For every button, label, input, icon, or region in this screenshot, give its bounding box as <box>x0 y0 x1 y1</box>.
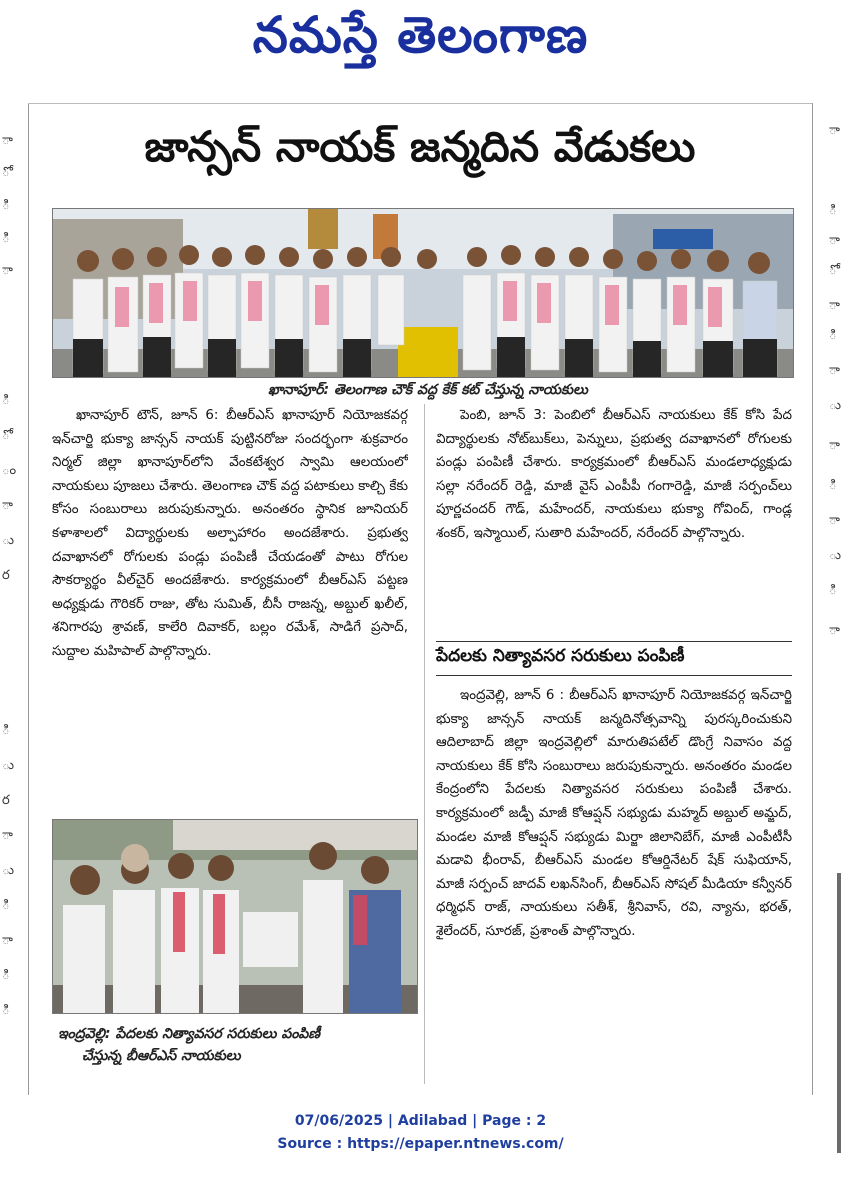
article-column-indravelli <box>436 684 792 1084</box>
adjacent-column-right: ా ి ా ో ా ి ా ు ా ి ా ు ి ా <box>812 103 841 1095</box>
adjacent-photo-edge <box>837 873 841 1153</box>
footer-edition-info: 07/06/2025 | Adilabad | Page : 2 <box>294 1113 547 1129</box>
article-subheading: పేదలకు నిత్యావసర సరుకులు పంపిణీ <box>436 646 685 666</box>
adjacent-column-left: ా ో ి ి ా ి ో ం ా ు ర ి ు ర ా ు ి ా ి ి <box>0 103 29 1095</box>
subheading-rule-top <box>436 641 792 642</box>
article-headline: జాన్సన్ నాయక్ జన్మదిన వేడుకలు <box>144 122 696 171</box>
photo-indravelli <box>52 819 418 1014</box>
footer-source: Source : https://epaper.ntnews.com/ <box>277 1136 564 1152</box>
photo-indravelli-caption <box>58 1023 438 1067</box>
photo-indravelli-image <box>53 820 417 1013</box>
article-body-pembi: పెంబి, జూన్ 3: పెంబిలో బీఆర్ఎస్ నాయకులు కేక్ కోసి పేద విద్యార్థులకు నోట్‌బుక్‌లు, పెన్నులు, ప్రభుత్వ దవాఖానలో రోగులకు పండ్లు పంపిణీ చేశారు. కార్యక్రమంలో బీఆర్ఎస్ మండలాధ్యక్షుడు సల్లా నరేందర్ రెడ్డి, మాజీ వైస్ ఎంపీపీ గంగారెడ్డి, మాజీ సర్పంచ్‌లు పూర్ణచందర్ గౌడ్, మహేందర్, నాయకులు భుక్యా గోవింద్, గాండ్ల శంకర్, ఇస్మాయిల్, సుతారి మహేందర్, నరేందర్ పాల్గొన్నారు. <box>436 408 792 541</box>
news-clipping <box>28 103 812 1096</box>
photo-cake-cutting-image <box>53 209 793 377</box>
column-divider <box>424 404 425 1084</box>
photo-cake-cutting-caption: ఖానాపూర్: తెలంగాణ చౌక్ వద్ద కేక్ కట్ చేస్తున్న నాయకులు <box>268 382 588 398</box>
masthead <box>0 0 841 78</box>
article-body-indravelli: ఇంద్రవెల్లి, జూన్ 6 : బీఆర్ఎస్ ఖానాపూర్ నియోజకవర్గ ఇన్‌చార్జి భుక్యా జాన్సన్ నాయక్ జన్మదినోత్సవాన్ని పురస్కరించుకుని ఆదిలాబాద్ జిల్లా ఇంద్రవెల్లిలో మారుతిపటేల్ డొంగ్రే నివాసం వద్ద నాయకులు కేక్ కోసి సంబురాలు జరుపుకున్నారు. అనంతరం మండల కేంద్రంలోని పేదలకు నిత్యావసర సరుకులు పంపిణీ చేశారు. కార్యక్రమంలో జడ్పీ మాజీ కోఆప్షన్ సభ్యుడు మహ్మద్ అబ్దుల్ అమ్జద్, మండల మాజీ కోఆప్షన్ సభ్యుడు మిర్జా జిలానిబేగ్, మాజీ ఎంపీటీసీ మడావి భీంరావ్, బీఆర్ఎస్ మండల కోఆర్డినేటర్ షేక్ సుఫియాన్, మాజీ సర్పంచ్ జాదవ్ లఖన్‌సింగ్, బీఆర్ఎస్ సోషల్ మీడియా కన్వీనర్ ధర్మిధన్ రాజ్, నాయకులు సతీశ్, శ్రీనివాస్, రవి, న్యాను, భరత్, శైలేందర్, సూరజ్, ప్రశాంత్ పాల్గొన్నారు. <box>436 688 792 939</box>
article-body-khanapur: ఖానాపూర్ టౌన్, జూన్ 6: బీఆర్ఎస్ ఖానాపూర్ నియోజకవర్గ ఇన్‌చార్జి భుక్యా జాన్సన్ నాయక్ పుట్టినరోజు సందర్భంగా శుక్రవారం నిర్మల్ జిల్లా ఖానాపూర్‌లోని వేంకటేశ్వర స్వామి ఆలయంలో నాయకులు పూజలు చేశారు. తెలంగాణ చౌక్ వద్ద పటాకులు కాల్చి కేకు కోసం సంబురాలు జరుపుకున్నారు. అనంతరం స్థానిక జూనియర్ కళాశాలలో విద్యార్థులకు అల్పాహారం అందజేశారు. ప్రభుత్వ దవాఖానలో రోగులకు పండ్లు పంపిణీ చేయడంతో పాటు రోగుల సౌకర్యార్థం వీల్‌చైర్ అందజేశారు. కార్యక్రమంలో బీఆర్ఎస్ పట్టణ అధ్యక్షుడు గౌరికర్ రాజు, తోట సుమిత్, బీసీ రాజన్న, అబ్దుల్ ఖలీల్, శనిగారపు శ్రావణ్, కాలేరి దివాకర్, బల్లం రమేశ్, సాడిగే ప్రసాద్, సుద్దాల మహిపాల్ పాల్గొన్నారు. <box>52 408 408 659</box>
masthead-title: నమస్తే తెలంగాణ <box>252 6 589 64</box>
photo-cake-cutting <box>52 208 794 378</box>
subheading-rule-bottom <box>436 675 792 676</box>
article-column-khanapur <box>52 404 408 804</box>
photo-indravelli-caption-line1: ఇంద్రవెల్లి: పేదలకు నిత్యావసర సరుకులు పంపిణీ <box>58 1026 320 1042</box>
article-column-pembi <box>436 404 792 640</box>
photo-indravelli-caption-line2: చేస్తున్న బీఆర్ఎస్ నాయకులు <box>82 1048 241 1064</box>
